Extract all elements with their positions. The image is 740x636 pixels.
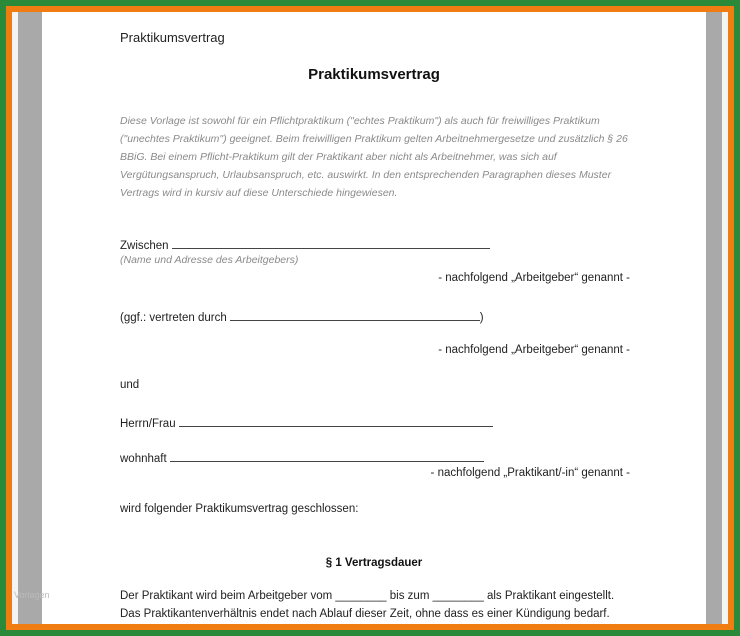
- inner-orange-frame: [6, 6, 734, 630]
- concluded-text: wird folgender Praktikumsvertrag geschlossen:: [120, 503, 359, 515]
- address-fill-line[interactable]: [170, 449, 484, 462]
- herr-frau-line: [120, 414, 493, 430]
- document-page: [42, 12, 706, 624]
- intro-paragraph: Diese Vorlage ist sowohl für ein Pflichtpraktikum ("echtes Praktikum") als auch für freiwilliges Praktikum ("unechtes Praktikum") geeignet. Beim freiwilligen Praktikum gelten Arbeitnehmergesetze und zusätzlich § 26 BBiG. Bei einem Pflicht-Praktikum gilt der Praktikant aber nicht als Arbeitnehmer, was sich auf Vergütungsanspruch, Urlaubsanspruch, etc. auswirkt. In den entsprechenden Paragraphen dieses Muster Vertrags wird in kursiv auf diese Unterschiede hingewiesen.: [120, 115, 628, 199]
- und-label: und: [120, 379, 140, 391]
- left-gray-margin: [18, 12, 42, 624]
- employer-named-note: - nachfolgend „Arbeitgeber“ genannt -: [438, 272, 630, 284]
- section1-title: § 1 Vertragsdauer: [325, 557, 423, 569]
- section1-line1: [120, 590, 614, 602]
- represented-fill-line[interactable]: [230, 308, 480, 321]
- end-date-blank[interactable]: ________: [432, 590, 484, 602]
- employer-fill-line[interactable]: [172, 236, 490, 249]
- represented-label: (ggf.: vertreten durch: [120, 312, 227, 324]
- wohnhaft-line: [120, 449, 484, 465]
- section1-text-b: bis zum: [389, 590, 430, 602]
- watermark-text: Vorlagen: [14, 590, 50, 600]
- zwischen-label: Zwischen: [120, 240, 169, 252]
- intern-named-note: - nachfolgend „Praktikant/-in“ genannt -: [430, 467, 630, 479]
- represented-close: ): [479, 312, 484, 324]
- zwischen-line: [120, 236, 490, 252]
- page-header: Praktikumsvertrag: [120, 30, 225, 45]
- right-gray-scrollbar[interactable]: [706, 12, 722, 624]
- section1-line2: Das Praktikantenverhältnis endet nach Ablauf dieser Zeit, ohne dass es einer Kündigung bedarf.: [120, 608, 610, 620]
- herr-frau-label: Herrn/Frau: [120, 418, 176, 430]
- wohnhaft-label: wohnhaft: [120, 453, 167, 465]
- represented-line: [120, 308, 484, 324]
- section1-text-c: als Praktikant eingestellt.: [486, 590, 615, 602]
- document-title: Praktikumsvertrag: [308, 66, 440, 83]
- section1-text-a: Der Praktikant wird beim Arbeitgeber vom: [120, 590, 333, 602]
- employer-hint: (Name und Adresse des Arbeitgebers): [120, 254, 299, 266]
- start-date-blank[interactable]: ________: [335, 590, 387, 602]
- intern-name-fill-line[interactable]: [179, 414, 493, 427]
- employer-named-note-2: - nachfolgend „Arbeitgeber“ genannt -: [438, 344, 630, 356]
